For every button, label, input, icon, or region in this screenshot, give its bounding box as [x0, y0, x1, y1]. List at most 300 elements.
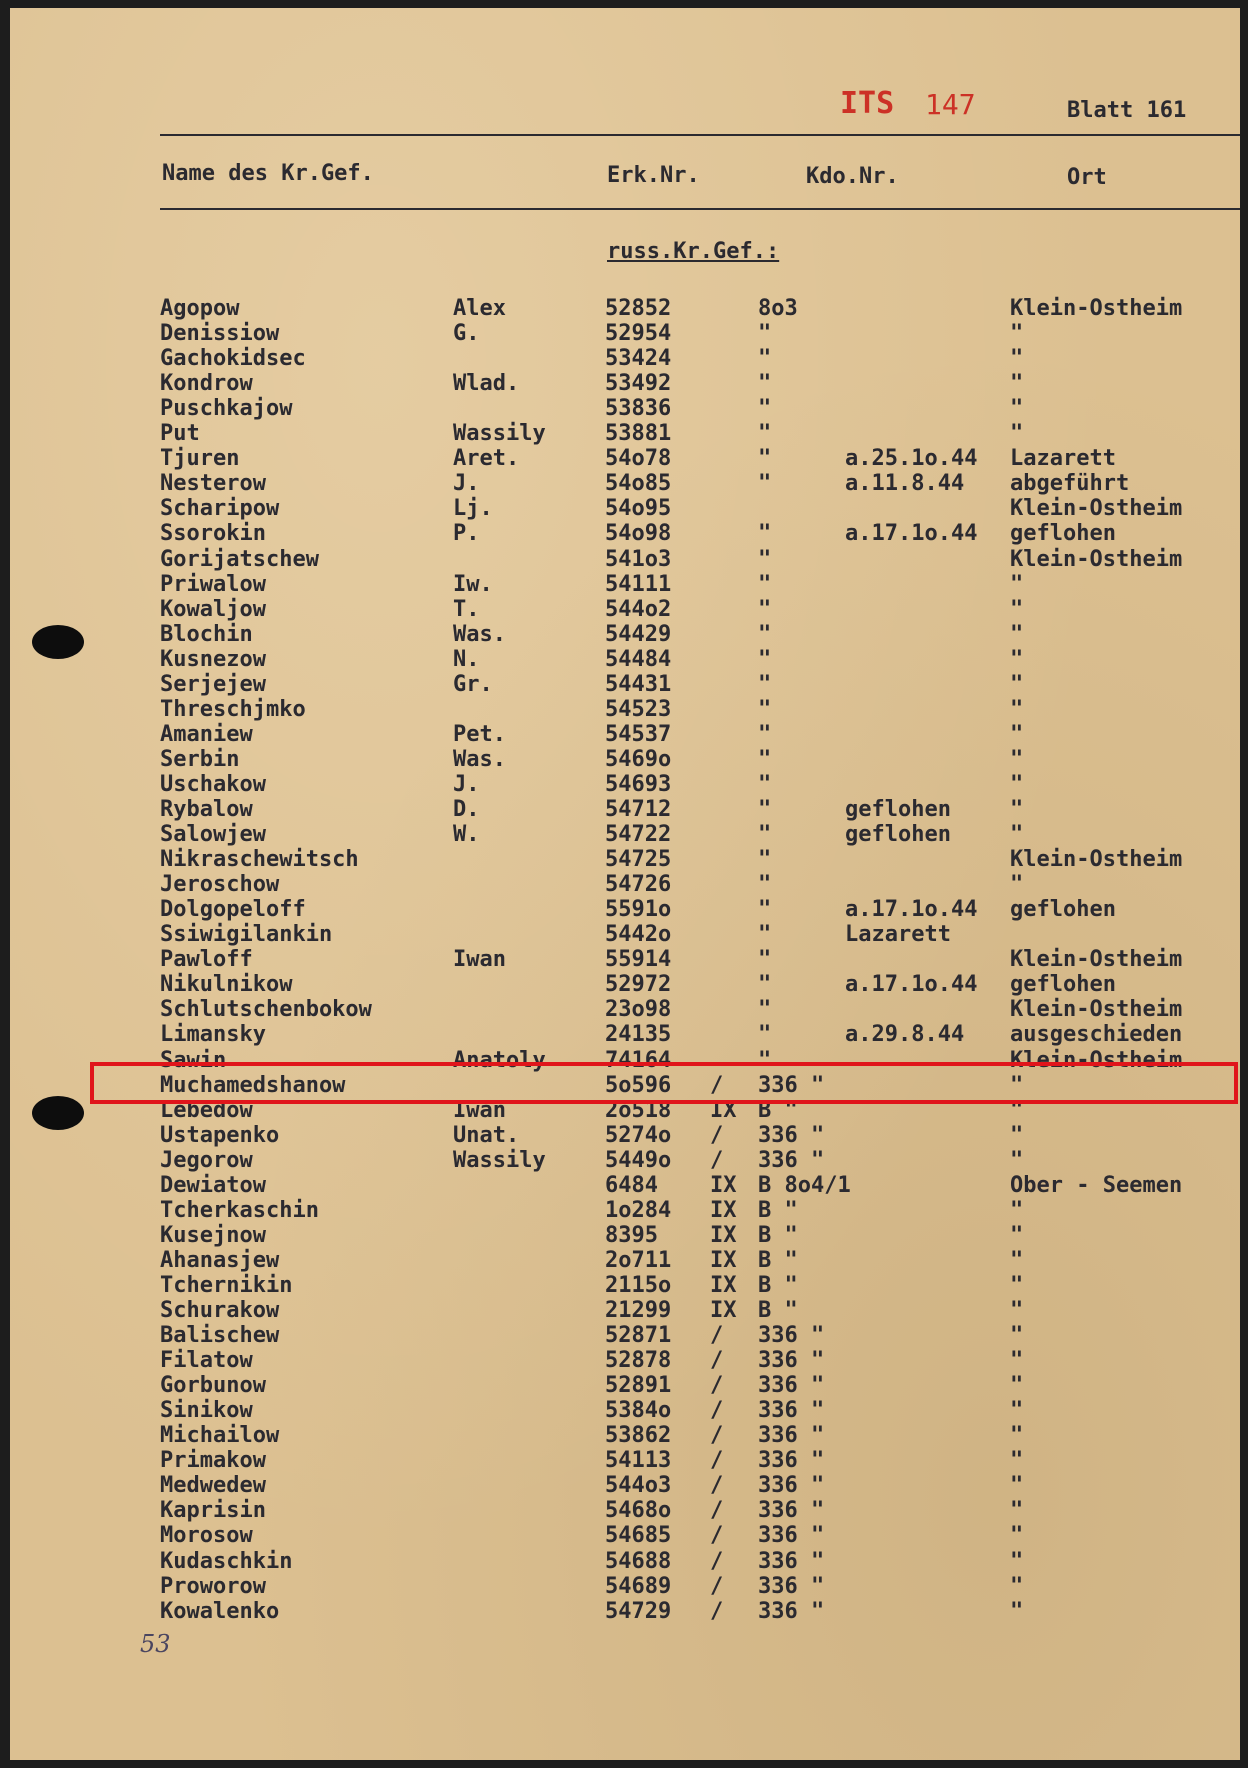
kdo-prefix: IX	[710, 1247, 737, 1273]
kdo-number: "	[758, 546, 772, 572]
prisoner-surname: Puschkajow	[160, 396, 293, 422]
erk-number: 54685	[605, 1523, 672, 1549]
erk-number: 54726	[605, 872, 672, 898]
location: ausgeschieden	[1010, 1022, 1183, 1048]
prisoner-firstname: P.	[453, 521, 480, 547]
kdo-number: "	[758, 596, 772, 622]
remark: Lazarett	[845, 922, 951, 948]
handwritten-number: 53	[140, 1630, 171, 1658]
erk-number: 54688	[605, 1548, 672, 1574]
prisoner-surname: Agopow	[160, 296, 240, 321]
kdo-number: B "	[758, 1247, 798, 1273]
prisoner-surname: Sawin	[160, 1047, 227, 1073]
remark: a.11.8.44	[845, 471, 965, 497]
list-row	[10, 572, 1240, 597]
prisoner-surname: Ssorokin	[160, 521, 266, 547]
location: Lazarett	[1010, 446, 1116, 472]
erk-number: 24135	[605, 1022, 672, 1048]
kdo-number: "	[758, 947, 772, 973]
prisoner-firstname: Wlad.	[453, 371, 520, 397]
prisoner-surname: Kondrow	[160, 371, 253, 397]
list-row	[10, 547, 1240, 572]
erk-number: 54o85	[605, 471, 672, 497]
kdo-prefix: IX	[710, 1172, 737, 1198]
list-row	[10, 496, 1240, 521]
prisoner-surname: Kusejnow	[160, 1222, 266, 1248]
location: "	[1010, 1072, 1024, 1098]
location: "	[1010, 1197, 1024, 1223]
location: Klein-Ostheim	[1010, 546, 1183, 572]
location: "	[1010, 1222, 1024, 1248]
erk-number: 53424	[605, 346, 672, 372]
erk-number: 544o2	[605, 596, 672, 622]
kdo-number: "	[758, 646, 772, 672]
kdo-number: 336 "	[758, 1473, 825, 1499]
prisoner-surname: Blochin	[160, 621, 253, 647]
erk-number: 55914	[605, 947, 672, 973]
list-row	[10, 421, 1240, 446]
kdo-number: 336 "	[758, 1498, 825, 1524]
location: Klein-Ostheim	[1010, 847, 1183, 873]
location: "	[1010, 396, 1024, 422]
prisoner-surname: Kowaljow	[160, 596, 266, 622]
erk-number: 52891	[605, 1373, 672, 1399]
kdo-prefix: /	[710, 1498, 724, 1524]
erk-number: 2o711	[605, 1247, 672, 1273]
erk-number: 541o3	[605, 546, 672, 572]
list-row	[10, 1123, 1240, 1148]
prisoner-surname: Nikulnikow	[160, 972, 293, 998]
list-row	[10, 1248, 1240, 1273]
list-row	[10, 446, 1240, 471]
erk-number: 54429	[605, 621, 672, 647]
prisoner-surname: Amaniew	[160, 721, 253, 747]
remark: a.29.8.44	[845, 1022, 965, 1048]
list-row	[10, 722, 1240, 747]
remark: a.17.1o.44	[845, 897, 978, 923]
list-row	[10, 672, 1240, 697]
erk-number: 54523	[605, 696, 672, 722]
kdo-number: "	[758, 721, 772, 747]
column-header-erk: Erk.Nr.	[607, 163, 700, 188]
kdo-prefix: IX	[710, 1222, 737, 1248]
prisoner-firstname: Wassily	[453, 421, 546, 447]
kdo-number: 336 "	[758, 1523, 825, 1549]
prisoner-surname: Michailow	[160, 1423, 280, 1449]
punch-hole	[32, 625, 84, 659]
erk-number: 52954	[605, 321, 672, 347]
kdo-number: "	[758, 797, 772, 822]
kdo-number: 336 "	[758, 1448, 825, 1474]
list-row	[10, 1173, 1240, 1198]
list-row	[10, 1298, 1240, 1323]
kdo-prefix: /	[710, 1122, 724, 1148]
list-row	[10, 997, 1240, 1022]
remark: a.17.1o.44	[845, 972, 978, 998]
erk-number: 54729	[605, 1598, 672, 1624]
prisoner-firstname: Was.	[453, 746, 506, 772]
erk-number: 23o98	[605, 997, 672, 1023]
kdo-number: B 8o4/1	[758, 1172, 851, 1198]
prisoner-surname: Threschjmko	[160, 696, 306, 722]
section-heading: russ.Kr.Gef.:	[607, 239, 780, 264]
prisoner-surname: Put	[160, 421, 200, 447]
kdo-number: B "	[758, 1197, 798, 1223]
erk-number: 54o78	[605, 446, 672, 472]
kdo-number: 336 "	[758, 1598, 825, 1624]
erk-number: 5442o	[605, 922, 672, 948]
location: "	[1010, 671, 1024, 697]
kdo-number: 336 "	[758, 1423, 825, 1449]
list-row	[10, 622, 1240, 647]
remark: a.25.1o.44	[845, 446, 978, 472]
prisoner-surname: Balischew	[160, 1323, 280, 1349]
prisoner-firstname: Iwan	[453, 947, 506, 973]
prisoner-surname: Gorijatschew	[160, 546, 319, 572]
prisoner-surname: Muchamedshanow	[160, 1072, 346, 1098]
prisoner-surname: Tcherkaschin	[160, 1197, 319, 1223]
erk-number: 5274o	[605, 1122, 672, 1148]
location: "	[1010, 771, 1024, 797]
location: "	[1010, 346, 1024, 372]
kdo-number: B "	[758, 1298, 798, 1323]
prisoner-surname: Tjuren	[160, 446, 240, 472]
location: "	[1010, 646, 1024, 672]
prisoner-firstname: Anatoly	[453, 1047, 546, 1073]
erk-number: 5468o	[605, 1498, 672, 1524]
list-row	[10, 597, 1240, 622]
erk-number: 5591o	[605, 897, 672, 923]
list-row	[10, 897, 1240, 922]
location: "	[1010, 1323, 1024, 1349]
header-rule	[160, 208, 1240, 210]
prisoner-firstname: Alex	[453, 296, 506, 321]
list-row	[10, 972, 1240, 997]
list-row	[10, 1323, 1240, 1348]
list-row	[10, 697, 1240, 722]
list-row	[10, 922, 1240, 947]
list-row	[10, 947, 1240, 972]
prisoner-surname: Primakow	[160, 1448, 266, 1474]
prisoner-firstname: J.	[453, 771, 480, 797]
location: geflohen	[1010, 897, 1116, 923]
prisoner-surname: Serjejew	[160, 671, 266, 697]
list-row	[10, 1574, 1240, 1599]
prisoner-firstname: Unat.	[453, 1122, 520, 1148]
erk-number: 544o3	[605, 1473, 672, 1499]
list-row	[10, 1549, 1240, 1574]
erk-number: 6484	[605, 1172, 658, 1198]
kdo-number: "	[758, 1047, 772, 1073]
location: "	[1010, 797, 1024, 822]
prisoner-surname: Dolgopeloff	[160, 897, 306, 923]
kdo-number: 336 "	[758, 1348, 825, 1374]
prisoner-surname: Dewiatow	[160, 1172, 266, 1198]
location: "	[1010, 1473, 1024, 1499]
prisoner-surname: Uschakow	[160, 771, 266, 797]
prisoner-firstname: J.	[453, 471, 480, 497]
location: "	[1010, 321, 1024, 347]
erk-number: 54o98	[605, 521, 672, 547]
prisoner-surname: Scharipow	[160, 496, 280, 522]
kdo-prefix: IX	[710, 1298, 737, 1323]
kdo-prefix: /	[710, 1348, 724, 1374]
column-header-name: Name des Kr.Gef.	[162, 161, 374, 186]
list-row	[10, 1448, 1240, 1473]
list-row	[10, 1223, 1240, 1248]
prisoner-firstname: G.	[453, 321, 480, 347]
top-rule	[160, 134, 1240, 136]
location: geflohen	[1010, 521, 1116, 547]
prisoner-surname: Morosow	[160, 1523, 253, 1549]
prisoner-surname: Tchernikin	[160, 1272, 293, 1298]
kdo-number: "	[758, 847, 772, 873]
erk-number: 52871	[605, 1323, 672, 1349]
location: "	[1010, 1147, 1024, 1173]
list-row	[10, 321, 1240, 346]
column-header-ort: Ort	[1067, 165, 1107, 190]
location: "	[1010, 1423, 1024, 1449]
kdo-number: "	[758, 771, 772, 797]
prisoner-firstname: D.	[453, 797, 480, 822]
location: "	[1010, 1373, 1024, 1399]
list-row	[10, 1373, 1240, 1398]
kdo-prefix: IX	[710, 1097, 737, 1123]
location: Klein-Ostheim	[1010, 947, 1183, 973]
location: Klein-Ostheim	[1010, 1047, 1183, 1073]
prisoner-firstname: N.	[453, 646, 480, 672]
kdo-prefix: /	[710, 1398, 724, 1424]
kdo-prefix: /	[710, 1323, 724, 1349]
location: "	[1010, 696, 1024, 722]
prisoner-firstname: Iwan	[453, 1097, 506, 1123]
prisoner-firstname: Aret.	[453, 446, 520, 472]
kdo-number: 336 "	[758, 1122, 825, 1148]
kdo-prefix: /	[710, 1423, 724, 1449]
remark: geflohen	[845, 797, 951, 822]
list-row	[10, 1523, 1240, 1548]
list-row	[10, 1599, 1240, 1624]
kdo-number: "	[758, 872, 772, 898]
prisoner-surname: Ahanasjew	[160, 1247, 280, 1273]
location: "	[1010, 1548, 1024, 1574]
prisoner-surname: Proworow	[160, 1573, 266, 1599]
erk-number: 1o284	[605, 1197, 672, 1223]
remark: a.17.1o.44	[845, 521, 978, 547]
kdo-number: 336 "	[758, 1323, 825, 1349]
prisoner-surname: Salowjew	[160, 822, 266, 848]
erk-number: 54689	[605, 1573, 672, 1599]
location: "	[1010, 571, 1024, 597]
kdo-number: 336 "	[758, 1373, 825, 1399]
prisoner-firstname: Lj.	[453, 496, 493, 522]
location: "	[1010, 421, 1024, 447]
erk-number: 5469o	[605, 746, 672, 772]
location: "	[1010, 1272, 1024, 1298]
prisoner-firstname: Pet.	[453, 721, 506, 747]
kdo-number: 336 "	[758, 1573, 825, 1599]
list-row	[10, 772, 1240, 797]
list-row	[10, 872, 1240, 897]
erk-number: 2o518	[605, 1097, 672, 1123]
erk-number: 5449o	[605, 1147, 672, 1173]
location: Klein-Ostheim	[1010, 997, 1183, 1023]
location: "	[1010, 872, 1024, 898]
page-number: Blatt 161	[1067, 98, 1187, 123]
list-row	[10, 471, 1240, 496]
list-row	[10, 346, 1240, 371]
location: Ober - Seemen	[1010, 1172, 1183, 1198]
location: "	[1010, 1448, 1024, 1474]
remark: geflohen	[845, 822, 951, 848]
prisoner-surname: Gachokidsec	[160, 346, 306, 372]
location: "	[1010, 621, 1024, 647]
kdo-number: "	[758, 1022, 772, 1048]
erk-number: 53492	[605, 371, 672, 397]
kdo-number: "	[758, 571, 772, 597]
its-stamp-number: 147	[925, 88, 976, 121]
prisoner-surname: Filatow	[160, 1348, 253, 1374]
erk-number: 54484	[605, 646, 672, 672]
document-sheet	[10, 8, 1240, 1760]
location: Klein-Ostheim	[1010, 296, 1183, 321]
kdo-prefix: /	[710, 1573, 724, 1599]
list-row	[10, 396, 1240, 421]
erk-number: 52972	[605, 972, 672, 998]
kdo-number: B "	[758, 1272, 798, 1298]
kdo-number: "	[758, 997, 772, 1023]
location: "	[1010, 1398, 1024, 1424]
location: "	[1010, 1247, 1024, 1273]
erk-number: 54712	[605, 797, 672, 822]
erk-number: 54111	[605, 571, 672, 597]
location: abgeführt	[1010, 471, 1130, 497]
kdo-number: 336 "	[758, 1072, 825, 1098]
list-row	[10, 1348, 1240, 1373]
kdo-number: "	[758, 897, 772, 923]
kdo-number: 336 "	[758, 1147, 825, 1173]
prisoner-surname: Kudaschkin	[160, 1548, 293, 1574]
kdo-number: "	[758, 371, 772, 397]
kdo-number: "	[758, 922, 772, 948]
list-row	[10, 1022, 1240, 1047]
kdo-prefix: /	[710, 1548, 724, 1574]
location: "	[1010, 1573, 1024, 1599]
kdo-number: "	[758, 346, 772, 372]
its-stamp-label: ITS	[840, 86, 895, 121]
prisoner-firstname: Wassily	[453, 1147, 546, 1173]
prisoner-surname: Pawloff	[160, 947, 253, 973]
kdo-prefix: /	[710, 1147, 724, 1173]
kdo-number: "	[758, 321, 772, 347]
list-row	[10, 1423, 1240, 1448]
prisoner-surname: Nesterow	[160, 471, 266, 497]
erk-number: 5o596	[605, 1072, 672, 1098]
location: "	[1010, 721, 1024, 747]
kdo-number: "	[758, 671, 772, 697]
prisoner-firstname: T.	[453, 596, 480, 622]
location: "	[1010, 822, 1024, 848]
kdo-prefix: IX	[710, 1272, 737, 1298]
location: Klein-Ostheim	[1010, 496, 1183, 522]
erk-number: 2115o	[605, 1272, 672, 1298]
prisoner-surname: Gorbunow	[160, 1373, 266, 1399]
kdo-prefix: /	[710, 1448, 724, 1474]
list-row	[10, 1273, 1240, 1298]
kdo-prefix: /	[710, 1523, 724, 1549]
prisoner-surname: Priwalow	[160, 571, 266, 597]
prisoner-firstname: Gr.	[453, 671, 493, 697]
prisoner-surname: Ssiwigilankin	[160, 922, 333, 948]
location: "	[1010, 1523, 1024, 1549]
erk-number: 52878	[605, 1348, 672, 1374]
prisoner-surname: Jeroschow	[160, 872, 280, 898]
kdo-number: "	[758, 471, 772, 497]
kdo-number: 336 "	[758, 1398, 825, 1424]
erk-number: 53881	[605, 421, 672, 447]
location: "	[1010, 596, 1024, 622]
location: "	[1010, 1298, 1024, 1323]
location: "	[1010, 371, 1024, 397]
prisoner-surname: Kowalenko	[160, 1598, 280, 1624]
kdo-number: B "	[758, 1097, 798, 1123]
prisoner-surname: Schurakow	[160, 1298, 280, 1323]
prisoner-surname: Schlutschenbokow	[160, 997, 372, 1023]
prisoner-firstname: Was.	[453, 621, 506, 647]
location: geflohen	[1010, 972, 1116, 998]
list-row	[10, 822, 1240, 847]
kdo-number: "	[758, 696, 772, 722]
location: "	[1010, 1598, 1024, 1624]
kdo-prefix: IX	[710, 1197, 737, 1223]
erk-number: 54537	[605, 721, 672, 747]
column-header-kdo: Kdo.Nr.	[806, 164, 899, 189]
list-row	[10, 296, 1240, 321]
location: "	[1010, 1097, 1024, 1123]
kdo-number: "	[758, 822, 772, 848]
kdo-prefix: /	[710, 1072, 724, 1098]
list-row	[10, 847, 1240, 872]
kdo-number: "	[758, 972, 772, 998]
erk-number: 52852	[605, 296, 672, 321]
kdo-number: "	[758, 746, 772, 772]
prisoner-surname: Jegorow	[160, 1147, 253, 1173]
prisoner-surname: Serbin	[160, 746, 240, 772]
erk-number: 53836	[605, 396, 672, 422]
prisoner-surname: Kaprisin	[160, 1498, 266, 1524]
list-row	[10, 1473, 1240, 1498]
erk-number: 54725	[605, 847, 672, 873]
list-row	[10, 371, 1240, 396]
prisoner-surname: Medwedew	[160, 1473, 266, 1499]
punch-hole	[32, 1096, 84, 1130]
erk-number: 54693	[605, 771, 672, 797]
erk-number: 54113	[605, 1448, 672, 1474]
erk-number: 5384o	[605, 1398, 672, 1424]
location: "	[1010, 746, 1024, 772]
erk-number: 53862	[605, 1423, 672, 1449]
kdo-prefix: /	[710, 1473, 724, 1499]
erk-number: 54431	[605, 671, 672, 697]
prisoner-surname: Ustapenko	[160, 1122, 280, 1148]
erk-number: 74164	[605, 1047, 672, 1073]
prisoner-firstname: Iw.	[453, 571, 493, 597]
location: "	[1010, 1122, 1024, 1148]
list-row	[10, 1198, 1240, 1223]
list-row	[10, 1148, 1240, 1173]
prisoner-firstname: W.	[453, 822, 480, 848]
kdo-number: "	[758, 621, 772, 647]
